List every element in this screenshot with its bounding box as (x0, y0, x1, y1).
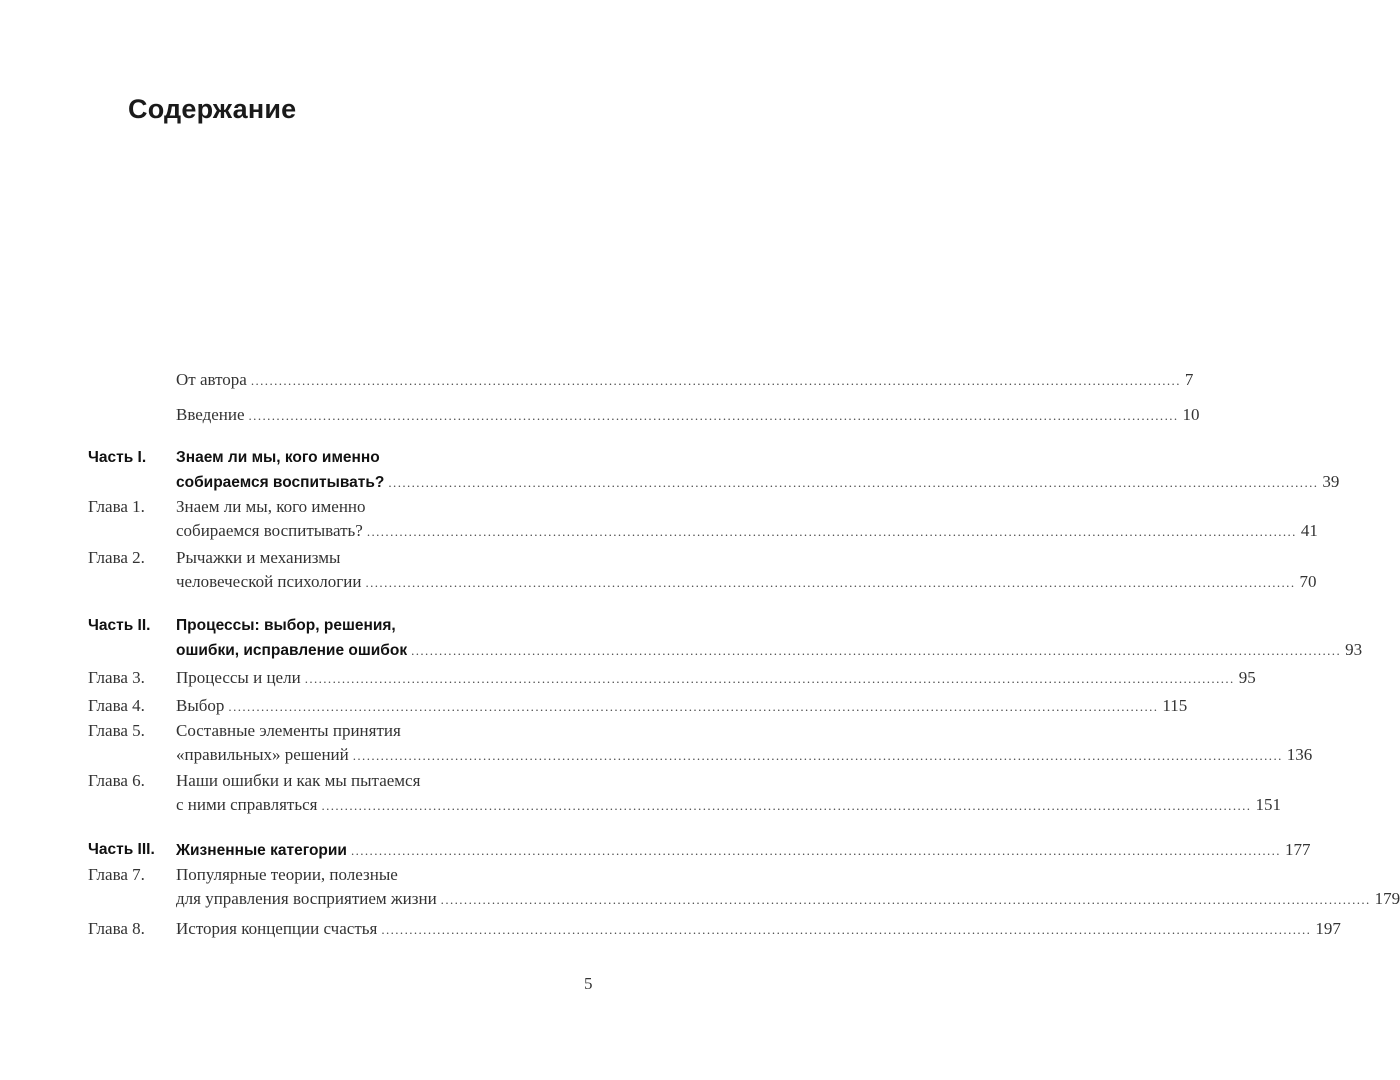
part-label: Часть I. (88, 449, 147, 466)
entry-title-row (176, 917, 1341, 942)
chapter-label: Глава 8. (88, 919, 145, 938)
entry-page-number: 39 (1322, 472, 1340, 491)
entry-title-row (176, 570, 1317, 595)
dot-leader: ........................................................................................................................................................................................................ (304, 671, 1235, 686)
entry-title-row (176, 519, 1318, 544)
entry-title-line: Составные элементы принятия (176, 721, 401, 740)
entry-title-line: собираемся воспитывать? (176, 474, 385, 491)
entry-title-row (176, 638, 1363, 663)
entry-title-line: Выбор (176, 696, 225, 715)
entry-title-row (176, 694, 1188, 719)
entry-title-line: Рычажки и механизмы (176, 548, 341, 567)
entry-title-line: ошибки, исправление ошибок (176, 642, 408, 659)
entry-title-line: Знаем ли мы, кого именно (176, 497, 366, 516)
entry-title-line: Процессы: выбор, решения, (176, 617, 396, 634)
entry-title-line: человеческой психологии (176, 572, 362, 591)
chapter-label: Глава 3. (88, 668, 145, 687)
entry-title-line: «правильных» решений (176, 745, 349, 764)
entry-page-number: 136 (1286, 745, 1313, 764)
chapter-label: Глава 7. (88, 865, 145, 884)
entry-page-number: 7 (1184, 370, 1194, 389)
entry-title-line: Жизненные категории (176, 842, 347, 859)
part-label: Часть II. (88, 617, 151, 634)
entry-title-line: История концепции счастья (176, 919, 378, 938)
entry-title-line: Введение (176, 405, 245, 424)
dot-leader: ........................................................................................................................................................................................................ (250, 373, 1181, 388)
dot-leader: ........................................................................................................................................................................................................ (321, 798, 1252, 813)
chapter-label: Глава 6. (88, 771, 145, 790)
entry-title-row (176, 743, 1313, 768)
entry-title-row (176, 666, 1256, 691)
dot-leader: ........................................................................................................................................................................................................ (352, 748, 1283, 763)
entry-title-row (176, 838, 1311, 863)
part-label: Часть III. (88, 841, 155, 858)
entry-page-number: 93 (1345, 640, 1363, 659)
dot-leader: ........................................................................................................................................................................................................ (381, 922, 1312, 937)
entry-page-number: 115 (1162, 696, 1188, 715)
chapter-label: Глава 4. (88, 696, 145, 715)
dot-leader: ........................................................................................................................................................................................................ (411, 643, 1342, 658)
chapter-label: Глава 2. (88, 548, 145, 567)
entry-title-row (176, 470, 1340, 495)
entry-title-line: Знаем ли мы, кого именно (176, 449, 380, 466)
entry-page-number: 177 (1284, 840, 1311, 859)
entry-title-line: с ними справляться (176, 795, 318, 814)
page-number: 5 (584, 974, 593, 993)
entry-title-line: Популярные теории, полезные (176, 865, 398, 884)
entry-page-number: 151 (1255, 795, 1281, 814)
dot-leader: ........................................................................................................................................................................................................ (228, 699, 1159, 714)
dot-leader: ........................................................................................................................................................................................................ (388, 475, 1319, 490)
entry-page-number: 41 (1300, 521, 1318, 540)
dot-leader: ........................................................................................................................................................................................................ (366, 524, 1297, 539)
entry-title-line: собираемся воспитывать? (176, 521, 363, 540)
entry-title-line: Наши ошибки и как мы пытаемся (176, 771, 421, 790)
entry-title-line: Процессы и цели (176, 668, 301, 687)
entry-title-row (176, 368, 1194, 393)
chapter-label: Глава 5. (88, 721, 145, 740)
dot-leader: ........................................................................................................................................................................................................ (248, 408, 1179, 423)
dot-leader: ........................................................................................................................................................................................................ (350, 843, 1281, 858)
entry-title-row (176, 403, 1200, 428)
entry-title-line: От автора (176, 370, 247, 389)
entry-page-number: 70 (1299, 572, 1317, 591)
entry-page-number: 95 (1238, 668, 1256, 687)
entry-page-number: 10 (1182, 405, 1200, 424)
entry-title-row (176, 793, 1281, 818)
entry-title-row (176, 887, 1400, 912)
dot-leader: ........................................................................................................................................................................................................ (440, 892, 1371, 907)
dot-leader: ........................................................................................................................................................................................................ (365, 575, 1296, 590)
page-title: Содержание (128, 94, 297, 124)
entry-title-line: для управления восприятием жизни (176, 889, 437, 908)
chapter-label: Глава 1. (88, 497, 145, 516)
entry-page-number: 197 (1315, 919, 1341, 938)
entry-page-number: 179 (1374, 889, 1400, 908)
